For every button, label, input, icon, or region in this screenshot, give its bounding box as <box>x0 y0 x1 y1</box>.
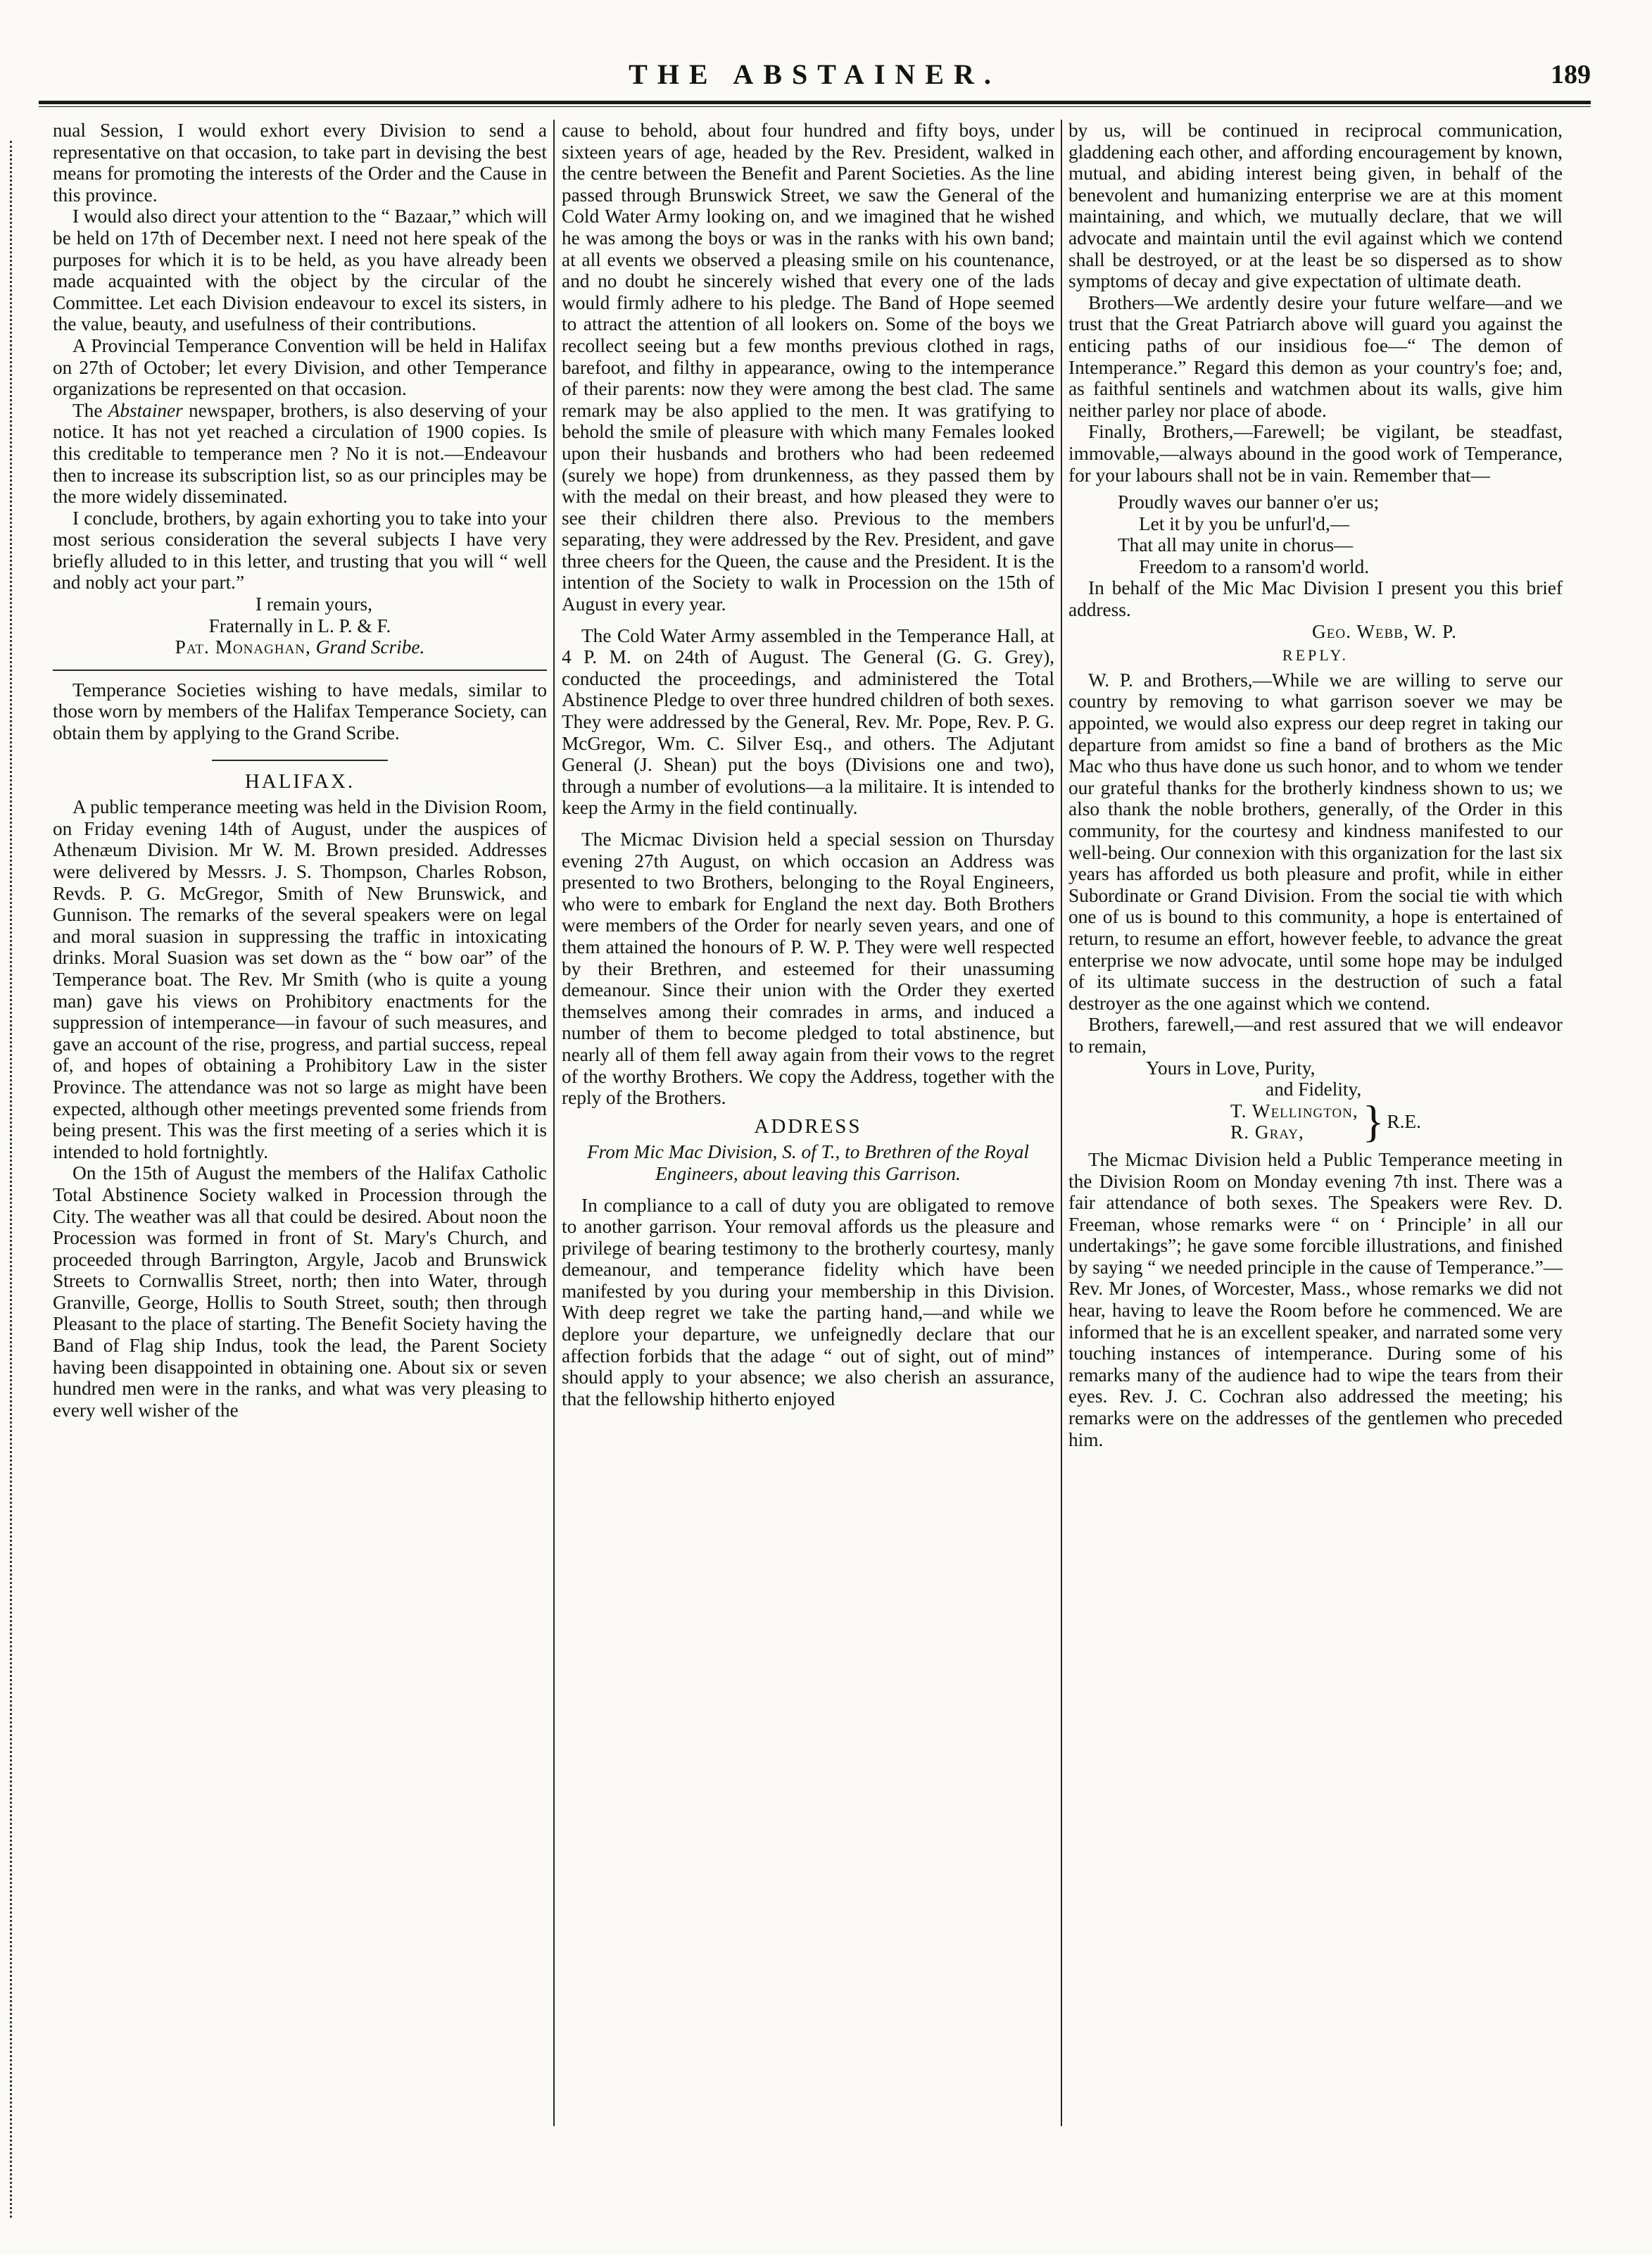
article-paragraph: On the 15th of August the members of the Halifax Catholic Total Abstinence Society walked in Procession through the City. The weather was all that could be desired. About noon the Procession was formed in front of St. Mary's Church, and proceeded through Barrington, Argyle, Jacob and Brunswick Streets to Cornwallis Street, north; then into Water, through Granville, George, Hollis to South Street, south; then through Pleasant to the place of starting. The Benefit Society having the Band of Flag ship Indus, took the lead, the Parent Society having been disappointed in obtaining one. About six or seven hundred men were in the ranks, and what was very pleasing to every well wisher of the <box>53 1162 547 1421</box>
closing-line: and Fidelity, <box>1266 1079 1362 1100</box>
spacer <box>562 615 1054 625</box>
closing-line: Fraternally in L. P. & F. <box>208 615 391 636</box>
brace-glyph: } <box>1362 1096 1385 1147</box>
reply-heading: REPLY. <box>1282 646 1349 665</box>
letter-signature <box>53 636 547 658</box>
signature-names <box>1230 1100 1358 1143</box>
text-run: newspaper, brothers, is also deserving of your notice. It has not yet reached a circulation of 1900 copies. Is this creditable to temperance men ? No it is not.—Endeavour then to increase its subscription list, so as our principles may be the more widely disseminated. <box>53 399 547 508</box>
column-middle <box>562 120 1054 1409</box>
verse-line: Let it by you be unfurl'd,— <box>1139 513 1350 534</box>
newspaper-name: Abstainer <box>108 399 183 421</box>
signature-name: Pat. Monaghan, <box>175 636 311 658</box>
signature-title: Grand Scribe. <box>315 636 425 658</box>
article-paragraph: I would also direct your attention to the “ Bazaar,” which will be held on 17th of December next. I need not here speak of the purposes for which it is to be held, as you have already been made acquainted with the object by the circular of the Committee. Let each Division endeavour to excel its sisters, in the value, beauty, and usefulness of their contributions. <box>53 206 547 335</box>
address-subheading: From Mic Mac Division, S. of T., to Brethren of the Royal Engineers, about leaving this Garrison. <box>587 1141 1029 1184</box>
verse-line: Freedom to a ransom'd world. <box>1139 555 1370 577</box>
signature-name: R. Gray, <box>1230 1122 1304 1143</box>
binding-edge <box>10 141 15 2218</box>
column-right <box>1068 120 1563 1450</box>
article-paragraph <box>53 400 547 508</box>
article-paragraph: In behalf of the Mic Mac Division I present you this brief address. <box>1068 577 1563 621</box>
text-run: The <box>72 399 108 421</box>
masthead-title: THE ABSTAINER. <box>629 58 1001 90</box>
article-paragraph: The Micmac Division held a special session on Thursday evening 27th August, on which occasion an Address was presented to two Brothers, belonging to the Royal Engineers, who were to embark for England the next day. Both Brothers were members of the Order for nearly seven years, and one of them attained the honours of P. W. P. They were well respected by their Brethren, and esteemed for their unassuming demeanour. Since their union with the Order they exerted themselves among their comrades in arms, and induced a number of them to become pledged to total abstinence, but nearly all of them fell away again from their vows to the regret of the worthy Brothers. We copy the Address, together with the reply of the Brothers. <box>562 829 1054 1109</box>
verse-line: Proudly waves our banner o'er us; <box>1118 491 1380 513</box>
article-paragraph: I conclude, brothers, by again exhorting you to take into your most serious consideration the several subjects I have very briefly alluded to in this letter, and trusting that you will “ well and nobly act your part.” <box>53 507 547 593</box>
header-rule <box>39 101 1591 104</box>
section-heading: HALIFAX. <box>244 770 355 793</box>
article-paragraph: Brothers, farewell,—and rest assured that we will endeavor to remain, <box>1068 1014 1563 1057</box>
article-paragraph: A Provincial Temperance Convention will be held in Halifax on 27th of October; let every Division, and other Temperance organizations be represented on that occasion. <box>53 334 547 400</box>
article-paragraph: The Cold Water Army assembled in the Temperance Hall, at 4 P. M. on 24th of August. The General (G. G. Grey), conducted the proceedings, and administered the Total Abstinence Pledge to over three hundred children of both sexes. They were addressed by the General, Rev. Mr. Pope, Rev. P. G. McGregor, Wm. C. Silver Esq., and others. The Adjutant General (J. Shean) put the boys (Divisions one and two), through a number of evolutions—a la militaire. It is intended to keep the Army in the field continually. <box>562 624 1054 819</box>
closing-line: Yours in Love, Purity, <box>1146 1057 1316 1079</box>
header-rule-thin <box>39 106 1591 107</box>
article-paragraph: A public temperance meeting was held in the Division Room, on Friday evening 14th of August, under the auspices of Athenæum Division. Mr W. M. Brown presided. Addresses were delivered by Messrs. J. S. Thompson, Charles Robson, Revds. P. G. McGregor, Smith of New Brunswick, and Gunnison. The remarks of the several speakers were on legal and moral suasion in suppressing the traffic in intoxicating drinks. Moral Suasion was set down as the “ bow oar” of the Temperance boat. The Rev. Mr Smith (who is quite a young man) gave his views on Prohibitory enactments for the suppression of intemperance—in favour of such measures, and gave an account of the rise, progress, and partial success, repeal of, and hopes of obtaining a Prohibitory Law in the sister Province. The attendance was not so large as might have been expected, although other meetings prevented some friends from being present. This was the first meeting of a series which it is intended to hold fortnightly. <box>53 796 547 1162</box>
column-rule <box>1061 120 1062 2126</box>
article-paragraph: In compliance to a call of duty you are obligated to remove to another garrison. Your removal affords us the pleasure and privilege of bearing testimony to the brotherly courtesy, manly demeanour, and temperance fidelity which have been manifested by you during your membership in this Division. With deep regret we take the parting hand,—and while we deplore your departure, we unfeignedly declare that our affection forbids that the adage “ out of sight, out of mind” should apply to your absence; we also cherish an assurance, that the fellowship hitherto enjoyed <box>562 1194 1054 1409</box>
article-paragraph: nual Session, I would exhort every Division to send a representative on that occasion, to take part in devising the best means for promoting the interests of the Order and the Cause in this province. <box>53 120 547 206</box>
article-paragraph: The Micmac Division held a Public Temperance meeting in the Division Room on Monday evening 7th inst. There was a fair attendance of both sexes. The Speakers were Rev. D. Freeman, whose remarks were “ on ‘ Principle’ in all our undertakings”; he gave some forcible illustrations, and finished by saying “ we needed principle in the cause of Temperance.”—Rev. Mr Jones, of Worcester, Mass., whose remarks we did not hear, having to leave the Room before he commenced. We are informed that he is an excellent speaker, and narrated some very touching instances of intemperance. During some of his remarks many of the audience had to wipe the tears from their eyes. Rev. J. C. Cochran also addressed the meeting; his remarks were on the addresses of the gentlemen who preceded him. <box>1068 1148 1563 1450</box>
spacer <box>562 819 1054 829</box>
verse-line: That all may unite in chorus— <box>1118 534 1354 556</box>
column-rule <box>553 120 555 2126</box>
article-paragraph: Finally, Brothers,—Farewell; be vigilant, be steadfast, immovable,—always abound in the good work of Temperance, for your labours shall not be in vain. Remember that— <box>1068 421 1563 486</box>
notice-paragraph: Temperance Societies wishing to have medals, similar to those worn by members of the Halifax Temperance Society, can obtain them by applying to the Grand Scribe. <box>53 679 547 744</box>
signature-name: T. Wellington, <box>1230 1100 1358 1122</box>
spacer <box>562 1185 1054 1195</box>
heading-divider <box>212 760 388 761</box>
reply-signatures <box>1068 1096 1563 1147</box>
article-paragraph: by us, will be continued in reciprocal communication, gladdening each other, and affording encouragement by known, mutual, and abiding interest being given, in behalf of the benevolent and humanizing enterprise we are at this moment maintaining, and which, we mutually declare, that we will advocate and maintain until the evil against which we contend shall be destroyed, or at the least be so dispersed as to show symptoms of decay and give expectation of ultimate death. <box>1068 120 1563 292</box>
page-number: 189 <box>1551 60 1591 89</box>
column-left <box>53 120 547 1421</box>
address-heading: ADDRESS <box>754 1114 862 1138</box>
closing-line: I remain yours, <box>255 593 372 615</box>
address-signature: Geo. Webb, W. P. <box>1312 620 1457 642</box>
section-divider <box>53 670 547 671</box>
verse-block <box>1068 491 1563 577</box>
article-paragraph: cause to behold, about four hundred and fifty boys, under sixteen years of age, headed by the Rev. President, walked in the centre between the Benefit and Parent Societies. As the line passed through Brunswick Street, we saw the General of the Cold Water Army looking on, and we imagined that he wished he was among the boys or was in the ranks with his own band; at all events we observed a pleasing smile on his countenance, and no doubt he sincerely wished that every one of the lads would firmly adhere to his pledge. The Band of Hope seemed to attract the attention of all lookers on. Some of the boys we recollect seeing but a few months previous clothed in rags, barefoot, and filthy in appearance, owing to the intemperance of their parents: now they were among the best clad. The same remark may be also applied to the men. It was gratifying to behold the smile of pleasure with which many Females looked upon their husbands and brothers who had been redeemed (surely we hope) from drunkenness, as they passed them by with the medal on their breast, and how pleased they were to see their children there also. Previous to the members separating, they were addressed by the Rev. President, and gave three cheers for the Queen, the cause and the President. It is the intention of the Society to walk in Procession on the 15th of August in every year. <box>562 120 1054 615</box>
article-paragraph: Brothers—We ardently desire your future welfare—and we trust that the Great Patriarch above will guard you against the enticing paths of our insidious foe—“ The demon of Intemperance.” Regard this demon as your country's foe; and, as faithful sentinels and watchmen about its walls, give him neither parley nor place of abode. <box>1068 291 1563 421</box>
page-header <box>39 56 1591 110</box>
article-paragraph: W. P. and Brothers,—While we are willing to serve our country by removing to what garrison soever we may be appointed, we would also express our deep regret in taking our departure from amidst so fine a band of brothers as the Mic Mac who thus have done us such honor, and to whom we tender our grateful thanks for the brotherly kindness shown to us; we also thank the noble brothers, generally, of the Order in this community, for the courtesy and kindness manifested to our well-being. Our connexion with this organization for the last six years has afforded us both pleasure and profit, while in either Subordinate or Grand Division. From the social tie with which one of us is bound to this community, a hope is entertained of return, to resume an effort, however feeble, to advance the great enterprise we now advocate, until some hope may be indulged of its ultimate success in the destruction of such a fatal destroyer as the one against which we contend. <box>1068 669 1563 1014</box>
unit-abbreviation: R.E. <box>1387 1111 1421 1133</box>
spacer <box>1068 1143 1563 1149</box>
spacer <box>1068 486 1563 491</box>
